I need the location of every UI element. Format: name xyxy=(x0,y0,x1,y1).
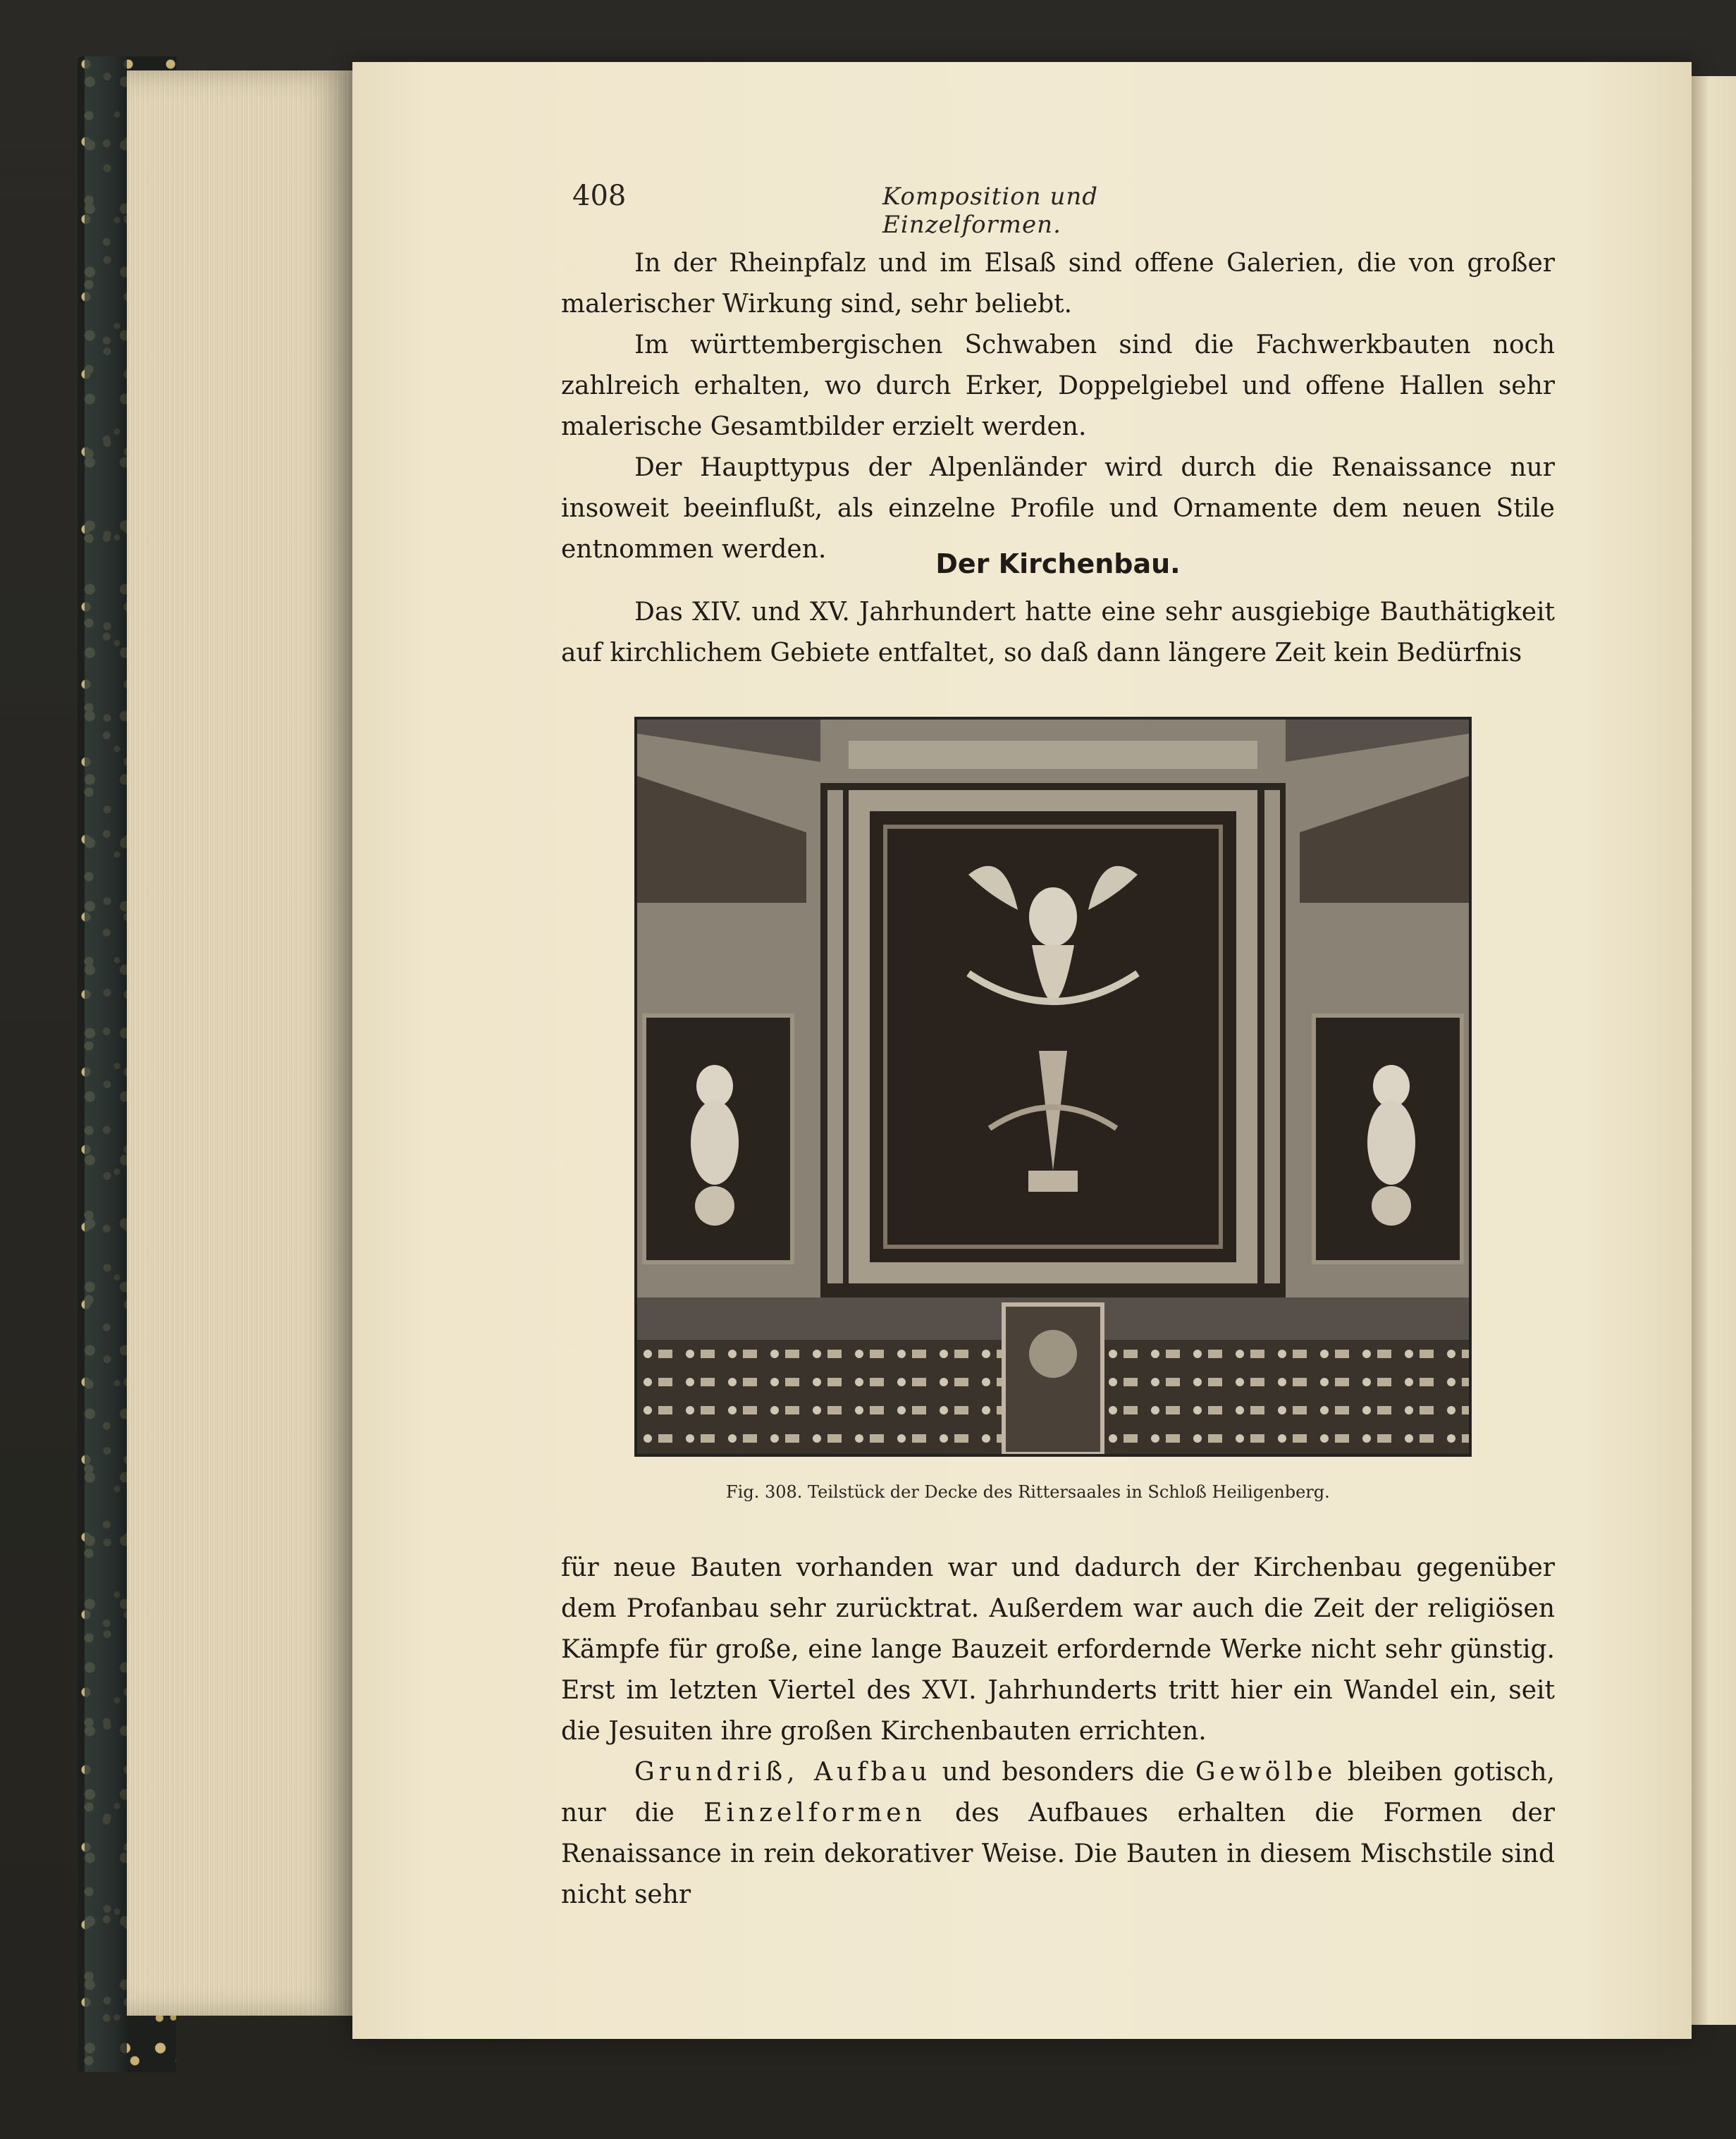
paragraph-alpenlaender: Der Haupttypus der Alpenländer wird durch die Renaissance nur insoweit beeinflußt, als einzelne Profile und Ornamente dem neuen Stile entnommen werden. xyxy=(561,453,1555,564)
running-head-title: Komposition und Einzelformen. xyxy=(882,183,1099,239)
paragraph-rheinpfalz: In der Rheinpfalz und im Elsaß sind offene Galerien, die von großer malerischer Wirkung sind, sehr beliebt. xyxy=(561,249,1555,319)
text-segment-2: bleiben gotisch, nur die xyxy=(561,1758,1555,1827)
text-segment-1: und besonders die xyxy=(931,1758,1195,1787)
page-stack-edges xyxy=(127,70,352,2016)
figure-caption: Fig. 308. Teilstück der Decke des Rittersaales in Schloß Heiligenberg. xyxy=(726,1482,1330,1502)
cover-spine-edge xyxy=(85,56,127,2072)
text-block-kirchenbau xyxy=(561,592,1555,674)
paragraph-schwaben: Im württembergischen Schwaben sind die Fachwerkbauten noch zahlreich erhalten, wo durch Erker, Doppelgiebel und offene Hallen sehr malerische Gesamtbilder erzielt werden. xyxy=(561,331,1555,441)
ceiling-illustration xyxy=(637,720,1469,1454)
paragraph-continuation: für neue Bauten vorhanden war und dadurch der Kirchenbau gegenüber dem Profanbau sehr zurücktrat. Außerdem war auch die Zeit der religiösen Kämpfe für große, eine lange Bauzeit erfordernde Werke nicht sehr günstig. Erst im letzten Viertel des XVI. Jahrhunderts tritt hier ein Wandel ein, seit die Jesuiten ihre großen Kirchenbauten errichten. xyxy=(561,1553,1555,1746)
paragraph-grundriss xyxy=(561,1752,1555,1916)
page-number: 408 xyxy=(572,180,627,212)
spaced-term-einzelformen: Einzelformen xyxy=(703,1799,926,1827)
text-block-bottom xyxy=(561,1548,1555,1916)
text-block-top xyxy=(561,243,1555,570)
spaced-term-gewoelbe: Gewölbe xyxy=(1195,1758,1337,1787)
spaced-term-grundriss: Grundriß, Aufbau xyxy=(634,1758,932,1787)
running-head xyxy=(572,180,1233,239)
text-segment-3: des Aufbaues erhalten die Formen der Renaissance in rein dekorativer Weise. Die Bauten in diesem Mischstile sind nicht sehr xyxy=(561,1799,1555,1909)
paragraph-kirchenbau-intro: Das XIV. und XV. Jahrhundert hatte eine sehr ausgiebige Bauthätigkeit auf kirchlichem Gebiete entfaltet, so daß dann längere Zeit kein Bedürfnis xyxy=(561,598,1555,667)
facing-page-sliver xyxy=(1692,76,1736,2025)
section-heading: Der Kirchenbau. xyxy=(935,548,1181,579)
figure-ceiling-photo xyxy=(634,717,1472,1457)
